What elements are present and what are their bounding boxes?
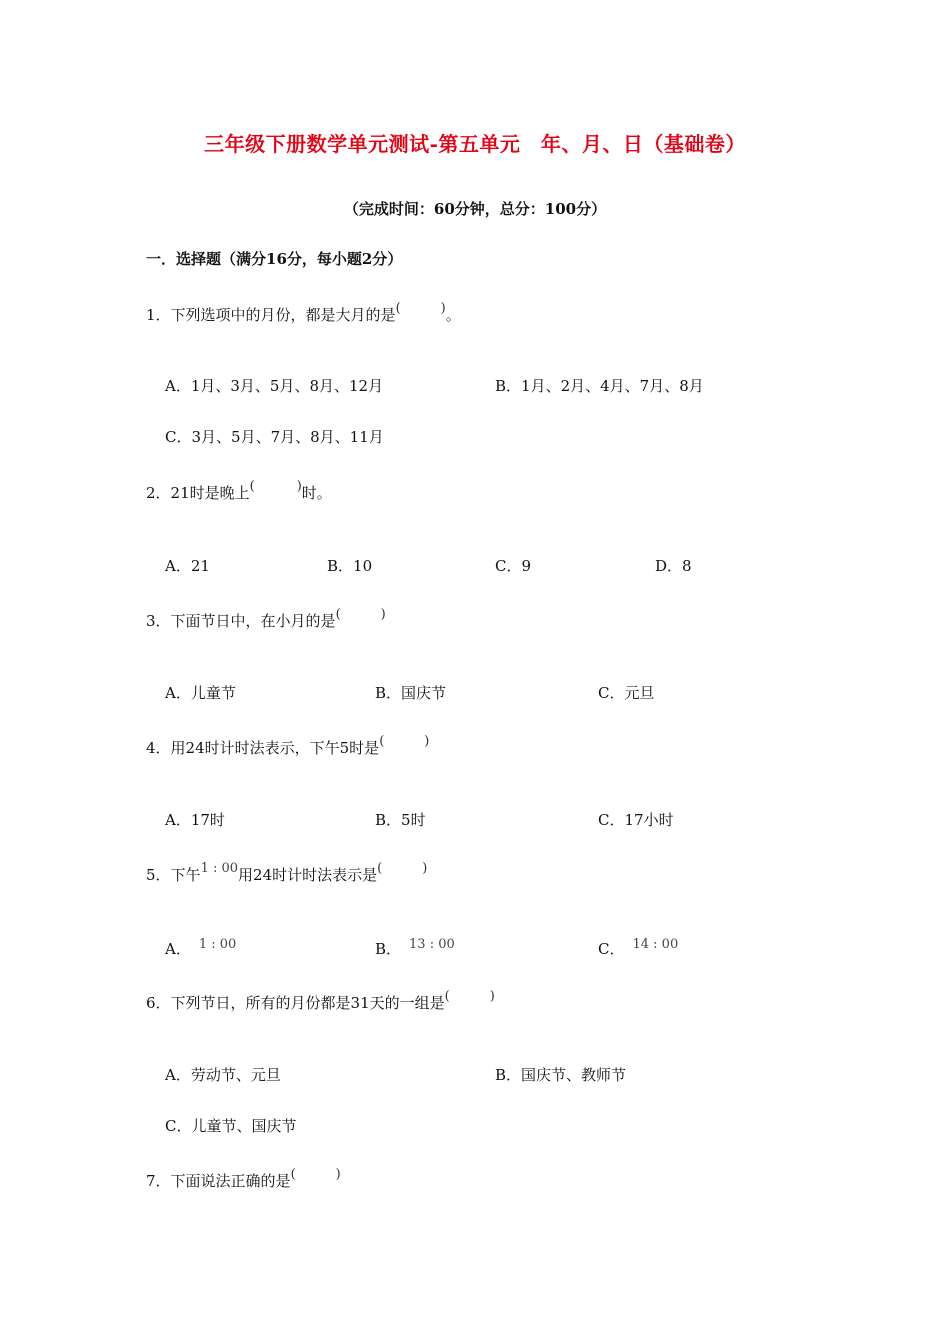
question-text: 用24时计时法表示，下午5时是 bbox=[170, 739, 380, 757]
option-2b: B．10 bbox=[327, 557, 373, 575]
answer-blank: ( ) bbox=[379, 734, 430, 749]
option-6a: A．劳动节、元旦 bbox=[165, 1066, 281, 1084]
option-5a: A． 1 : 00 bbox=[165, 937, 237, 958]
exam-info: （完成时间：60分钟，总分：100分） bbox=[343, 200, 607, 218]
page-title: 三年级下册数学单元测试-第五单元 年、月、日（基础卷） bbox=[204, 132, 746, 156]
option-2d: D．8 bbox=[655, 557, 692, 575]
option-5b: B． 13 : 00 bbox=[375, 937, 455, 958]
question-number: 3． bbox=[146, 612, 171, 630]
question-suffix: 时。 bbox=[301, 484, 332, 502]
question-4 bbox=[146, 734, 430, 758]
option-1b: B．1月、2月、4月、7月、8月 bbox=[495, 377, 704, 395]
answer-blank: ( ) bbox=[335, 607, 386, 622]
option-6c: C．儿童节、国庆节 bbox=[165, 1117, 297, 1135]
answer-blank: ( ) bbox=[444, 989, 495, 1004]
question-1 bbox=[146, 301, 461, 325]
question-text: 下午 bbox=[170, 866, 201, 884]
question-text: 用24时计时法表示是 bbox=[238, 866, 378, 884]
option-1c: C．3月、5月、7月、8月、11月 bbox=[165, 428, 384, 446]
question-text: 下列节日，所有的月份都是31天的一组是 bbox=[170, 994, 445, 1012]
question-5 bbox=[146, 861, 428, 885]
answer-blank: ( ) bbox=[377, 861, 428, 876]
option-3a: A．儿童节 bbox=[165, 684, 236, 702]
question-6 bbox=[146, 989, 495, 1013]
question-2 bbox=[146, 479, 332, 503]
question-number: 1． bbox=[146, 306, 171, 324]
question-suffix: 。 bbox=[445, 306, 461, 324]
answer-blank: ( ) bbox=[395, 301, 446, 316]
question-number: 4． bbox=[146, 739, 171, 757]
answer-blank: ( ) bbox=[249, 479, 302, 494]
question-number: 5． bbox=[146, 866, 171, 884]
option-6b: B．国庆节、教师节 bbox=[495, 1066, 627, 1084]
section-heading: 一．选择题（满分16分，每小题2分） bbox=[146, 250, 403, 268]
question-number: 7． bbox=[146, 1172, 171, 1190]
question-text: 下列选项中的月份，都是大月的是 bbox=[170, 306, 396, 324]
option-4a: A．17时 bbox=[165, 811, 225, 829]
question-text: 下面节日中，在小月的是 bbox=[170, 612, 336, 630]
time-expression: 1 : 00 bbox=[200, 861, 239, 876]
question-number: 2． bbox=[146, 484, 171, 502]
question-7 bbox=[146, 1167, 341, 1191]
option-1a: A．1月、3月、5月、8月、12月 bbox=[165, 377, 384, 395]
option-4c: C．17小时 bbox=[598, 811, 674, 829]
question-number: 6． bbox=[146, 994, 171, 1012]
option-2a: A．21 bbox=[165, 557, 210, 575]
question-3 bbox=[146, 607, 386, 631]
answer-blank: ( ) bbox=[290, 1167, 341, 1182]
option-3c: C．元旦 bbox=[598, 684, 655, 702]
option-5c: C． 14 : 00 bbox=[598, 937, 679, 958]
option-2c: C．9 bbox=[495, 557, 532, 575]
question-text: 下面说法正确的是 bbox=[170, 1172, 291, 1190]
question-text: 21时是晚上 bbox=[170, 484, 250, 502]
option-3b: B．国庆节 bbox=[375, 684, 447, 702]
option-4b: B．5时 bbox=[375, 811, 426, 829]
